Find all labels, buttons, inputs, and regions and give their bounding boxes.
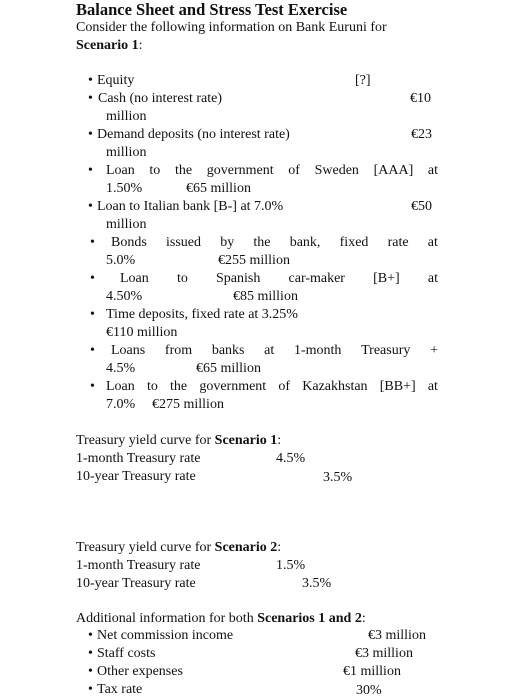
bullet-icon: • xyxy=(90,235,95,250)
additional-row-value: 30% xyxy=(356,683,382,698)
additional-heading-scenarios: Scenarios 1 and 2 xyxy=(257,611,362,626)
word: Treasury xyxy=(361,343,411,358)
yield2-row1-label: 1-month Treasury rate xyxy=(76,558,201,573)
yield1-row1-value: 4.5% xyxy=(276,451,306,466)
word: government xyxy=(199,379,267,394)
item-loans-banks-rate: 4.5% xyxy=(106,361,136,376)
additional-row-value: €3 million xyxy=(368,628,426,643)
bullet-icon: • xyxy=(88,646,93,661)
yield1-heading-colon: : xyxy=(277,433,282,448)
item-spanish-amount: €85 million xyxy=(233,289,298,304)
word: by xyxy=(220,235,235,250)
word: [B+] xyxy=(373,271,400,286)
item-demand-value: €23 xyxy=(411,127,432,142)
yield2-heading-prefix: Treasury yield curve for xyxy=(76,540,215,555)
bullet-icon: • xyxy=(88,73,93,88)
word: [BB+] xyxy=(379,379,416,394)
additional-heading xyxy=(76,610,366,628)
intro-line: Consider the following information on Bank Euruni for xyxy=(76,20,387,35)
item-kazakhstan-line xyxy=(106,378,438,396)
word: of xyxy=(288,163,300,178)
bullet-icon: • xyxy=(90,379,95,394)
item-cash-cont: million xyxy=(106,109,147,124)
word: government xyxy=(206,163,274,178)
yield1-row2-label: 10-year Treasury rate xyxy=(76,469,196,484)
word: at xyxy=(427,271,438,286)
item-time-deposits-cont: €110 million xyxy=(106,325,178,340)
item-time-deposits-label: Time deposits, fixed rate at 3.25% xyxy=(106,307,298,322)
bullet-icon: • xyxy=(90,307,95,322)
word: the xyxy=(174,163,193,178)
item-spanish-line xyxy=(120,270,438,288)
bullet-icon: • xyxy=(90,271,95,286)
item-spanish-rate: 4.50% xyxy=(106,289,143,304)
word: of xyxy=(278,379,291,394)
word: at xyxy=(264,343,275,358)
yield1-heading xyxy=(76,432,281,450)
item-cash-label: Cash (no interest rate) xyxy=(98,91,223,106)
word: the xyxy=(170,379,188,394)
word: at xyxy=(427,235,438,250)
word: Loan xyxy=(120,271,149,286)
intro-scenario-label: Scenario 1 xyxy=(76,38,139,53)
intro-scenario xyxy=(76,37,143,55)
item-sweden-line xyxy=(106,162,438,180)
word: Loans xyxy=(111,343,146,358)
word: Bonds xyxy=(111,235,147,250)
item-italian-label: Loan to Italian bank [B-] at 7.0% xyxy=(97,199,284,214)
bullet-icon: • xyxy=(88,91,93,106)
yield1-heading-prefix: Treasury yield curve for xyxy=(76,433,215,448)
item-demand-cont: million xyxy=(106,145,147,160)
word: 1-month xyxy=(293,343,342,358)
word: Loan xyxy=(106,379,135,394)
item-sweden-amount: €65 million xyxy=(186,181,251,196)
item-equity-label: Equity xyxy=(97,73,135,88)
item-loans-banks-line xyxy=(111,342,438,360)
item-italian-cont: million xyxy=(106,217,147,232)
item-cash-value: €10 xyxy=(410,91,431,106)
word: at xyxy=(427,379,438,394)
word: issued xyxy=(166,235,201,250)
word: rate xyxy=(387,235,409,250)
bullet-icon: • xyxy=(88,682,93,697)
additional-row-value: €1 million xyxy=(343,664,401,679)
word: to xyxy=(146,379,158,394)
yield2-row2-value: 3.5% xyxy=(302,576,332,591)
word: bank, xyxy=(289,235,321,250)
bullet-icon: • xyxy=(88,163,93,178)
item-bonds-amount: €255 million xyxy=(218,253,290,268)
yield1-row1-label: 1-month Treasury rate xyxy=(76,451,201,466)
yield2-row2-label: 10-year Treasury rate xyxy=(76,576,196,591)
item-bonds-line xyxy=(111,234,438,252)
additional-row-label: Staff costs xyxy=(97,646,156,661)
yield2-heading-colon: : xyxy=(277,540,282,555)
yield2-heading xyxy=(76,539,281,557)
item-italian-value: €50 xyxy=(411,199,432,214)
bullet-icon: • xyxy=(88,628,93,643)
word: to xyxy=(176,271,188,286)
word: [AAA] xyxy=(373,163,414,178)
item-bonds-rate: 5.0% xyxy=(106,253,136,268)
word: car-maker xyxy=(288,271,345,286)
word: to xyxy=(149,163,161,178)
word: Loan xyxy=(106,163,135,178)
word: from xyxy=(164,343,193,358)
bullet-icon: • xyxy=(88,199,93,214)
bullet-icon: • xyxy=(88,127,93,142)
item-sweden-rate: 1.50% xyxy=(106,181,143,196)
yield1-heading-scenario: Scenario 1 xyxy=(214,433,278,448)
bullet-icon: • xyxy=(90,343,95,358)
item-kazakhstan-amount: €275 million xyxy=(152,397,224,412)
additional-heading-colon: : xyxy=(361,611,366,626)
additional-row-value: €3 million xyxy=(355,646,413,661)
item-loans-banks-amount: €65 million xyxy=(196,361,261,376)
word: at xyxy=(427,163,438,178)
additional-row-label: Other expenses xyxy=(97,664,183,679)
word: Kazakhstan xyxy=(302,379,368,394)
word: Sweden xyxy=(314,163,359,178)
word: + xyxy=(430,343,438,358)
yield2-heading-scenario: Scenario 2 xyxy=(214,540,278,555)
word: the xyxy=(253,235,271,250)
item-kazakhstan-rate: 7.0% xyxy=(106,397,136,412)
word: Spanish xyxy=(216,271,261,286)
yield2-row1-value: 1.5% xyxy=(276,558,306,573)
additional-heading-prefix: Additional information for both xyxy=(76,611,258,626)
word: fixed xyxy=(339,235,369,250)
additional-row-label: Tax rate xyxy=(97,682,143,697)
yield1-row2-value: 3.5% xyxy=(323,470,353,485)
word: banks xyxy=(211,343,245,358)
item-demand-label: Demand deposits (no interest rate) xyxy=(97,127,290,142)
item-equity-value: [?] xyxy=(355,73,371,88)
intro-colon: : xyxy=(138,38,143,53)
bullet-icon: • xyxy=(88,664,93,679)
page-title: Balance Sheet and Stress Test Exercise xyxy=(76,0,348,19)
additional-row-label: Net commission income xyxy=(97,628,234,643)
